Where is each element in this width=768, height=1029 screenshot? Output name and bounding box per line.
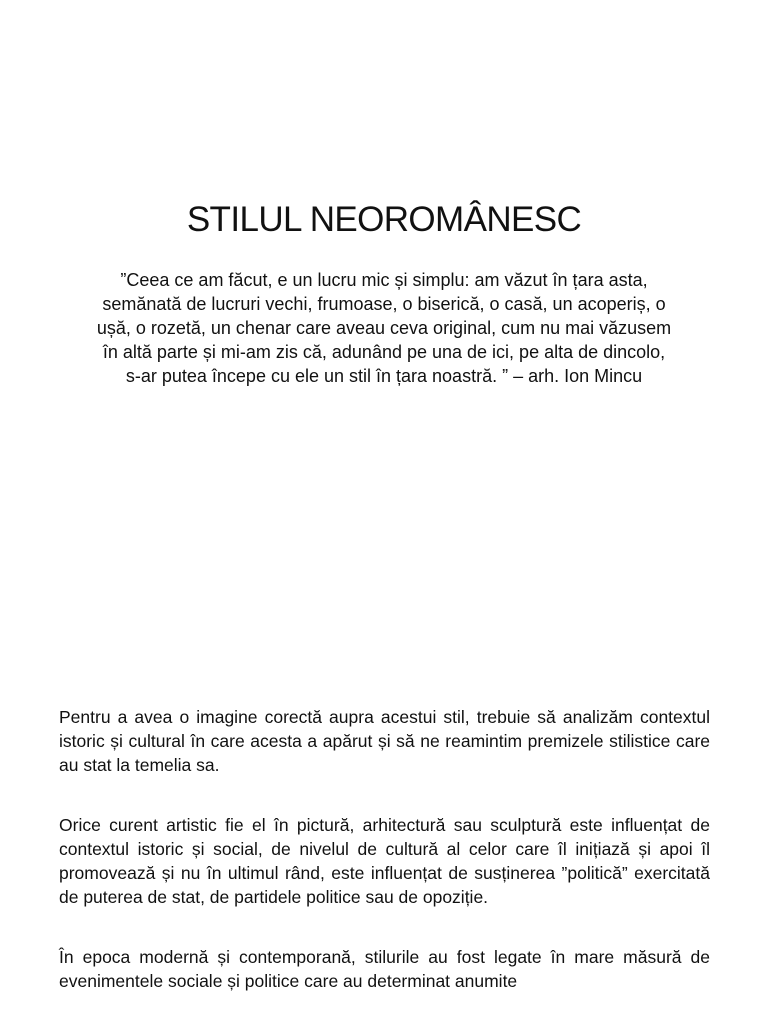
- paragraph: În epoca modernă și contemporană, stilurile au fost legate în mare măsură de evenimentele sociale și politice care au determinat anumite: [59, 947, 710, 991]
- document-title: STILUL NEOROMÂNESC: [186, 200, 582, 239]
- body-text: [59, 705, 710, 1029]
- paragraph: Pentru a avea o imagine corectă aupra acestui stil, trebuie să analizăm contextul istoric și cultural în care acesta a apărut și să ne reamintim premizele stilistice care au stat la temelia sa.: [59, 707, 710, 775]
- epigraph-quote: ”Ceea ce am făcut, e un lucru mic și simplu: am văzut în țara asta, semănată de lucruri vechi, frumoase, o biserică, o casă, un acoperiș, o ușă, o rozetă, un chenar care aveau ceva original, cum nu mai văzusem în altă parte și mi-am zis că, adunând pe una de ici, pe alta de dincolo, s-ar putea începe cu ele un stil în țara noastră. ” – arh. Ion Mincu: [96, 270, 672, 386]
- paragraph: Orice curent artistic fie el în pictură, arhitectură sau sculptură este influențat de contextul istoric și social, de nivelul de cultură al celor care îl inițiază și apoi îl promovează și nu în ultimul rând, este influențat de susținerea ”politică” exercitată de puterea de stat, de partidele politice sau de opoziție.: [59, 815, 710, 907]
